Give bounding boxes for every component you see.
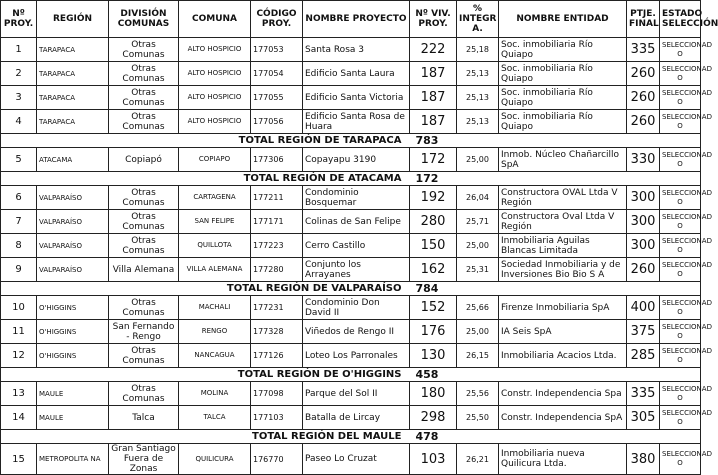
region-total-value: 478: [410, 430, 701, 444]
table-row: [1, 258, 701, 282]
housing-count-cell: 180: [410, 382, 457, 406]
project-number: 14: [1, 406, 37, 430]
code-cell: 177280: [251, 258, 303, 282]
status-cell: SELECCIONAD O: [660, 38, 701, 62]
code-cell: 177126: [251, 344, 303, 368]
table-row: [1, 186, 701, 210]
status-cell: SELECCIONAD O: [660, 258, 701, 282]
housing-count-cell: 280: [410, 210, 457, 234]
header-pct: % INTEGR A.: [457, 1, 499, 38]
code-cell: 177053: [251, 38, 303, 62]
region-total-value: 784: [410, 282, 701, 296]
housing-count-cell: 130: [410, 344, 457, 368]
region-total-label: TOTAL REGIÓN DE VALPARAÍSO: [1, 282, 410, 296]
score-cell: 335: [627, 38, 660, 62]
status-cell: SELECCIONAD O: [660, 86, 701, 110]
header-entidad: NOMBRE ENTIDAD: [499, 1, 627, 38]
project-name-cell: Loteo Los Parronales: [303, 344, 410, 368]
housing-count-cell: 176: [410, 320, 457, 344]
project-name-cell: Edificio Santa Victoria: [303, 86, 410, 110]
project-number: 2: [1, 62, 37, 86]
entity-cell: Inmob. Núcleo Chañarcillo SpA: [499, 148, 627, 172]
table-body: [1, 38, 712, 475]
code-cell: 177171: [251, 210, 303, 234]
comuna-cell: TALCA: [179, 406, 251, 430]
region-total-label: TOTAL REGIÓN DEL MAULE: [1, 430, 410, 444]
entity-cell: Inmobiliaria Aguilas Blancas Limitada: [499, 234, 627, 258]
project-name-cell: Santa Rosa 3: [303, 38, 410, 62]
project-name-cell: Colinas de San Felipe: [303, 210, 410, 234]
code-cell: 177328: [251, 320, 303, 344]
project-name-cell: Paseo Lo Cruzat: [303, 444, 410, 475]
header-proyecto: NOMBRE PROYECTO: [303, 1, 410, 38]
score-cell: 260: [627, 86, 660, 110]
status-cell: SELECCIONAD O: [660, 296, 701, 320]
integration-pct-cell: 25,56: [457, 382, 499, 406]
comuna-cell: ALTO HOSPICIO: [179, 86, 251, 110]
region-cell: O'HIGGINS: [37, 344, 109, 368]
entity-cell: Inmobiliaria Acacios Ltda.: [499, 344, 627, 368]
header-codigo: CÓDIGO PROY.: [251, 1, 303, 38]
division-cell: Otras Comunas: [109, 296, 179, 320]
division-cell: Otras Comunas: [109, 86, 179, 110]
housing-count-cell: 103: [410, 444, 457, 475]
region-cell: TARAPACA: [37, 110, 109, 134]
table-row: [1, 320, 701, 344]
table-row: [1, 86, 701, 110]
status-cell: SELECCIONAD O: [660, 406, 701, 430]
region-total-row: [1, 134, 701, 148]
score-cell: 375: [627, 320, 660, 344]
score-cell: 300: [627, 186, 660, 210]
code-cell: 177103: [251, 406, 303, 430]
entity-cell: Firenze Inmobiliaria SpA: [499, 296, 627, 320]
code-cell: 177055: [251, 86, 303, 110]
code-cell: 177211: [251, 186, 303, 210]
score-cell: 400: [627, 296, 660, 320]
score-cell: 260: [627, 62, 660, 86]
score-cell: 380: [627, 444, 660, 475]
region-total-row: [1, 282, 701, 296]
integration-pct-cell: 25,13: [457, 110, 499, 134]
region-cell: O'HIGGINS: [37, 296, 109, 320]
project-number: 11: [1, 320, 37, 344]
comuna-cell: ALTO HOSPICIO: [179, 110, 251, 134]
region-total-row: [1, 172, 701, 186]
project-number: 4: [1, 110, 37, 134]
score-cell: 260: [627, 258, 660, 282]
housing-count-cell: 172: [410, 148, 457, 172]
project-name-cell: Cerro Castillo: [303, 234, 410, 258]
division-cell: San Fernando - Rengo: [109, 320, 179, 344]
region-cell: METROPOLITA NA: [37, 444, 109, 475]
region-cell: TARAPACA: [37, 86, 109, 110]
integration-pct-cell: 25,13: [457, 62, 499, 86]
division-cell: Copiapó: [109, 148, 179, 172]
division-cell: Otras Comunas: [109, 234, 179, 258]
region-cell: O'HIGGINS: [37, 320, 109, 344]
entity-cell: Sociedad Inmobiliaria y de Inversiones Bio Bio S A: [499, 258, 627, 282]
header-division: DIVISIÓN COMUNAS: [109, 1, 179, 38]
division-cell: Villa Alemana: [109, 258, 179, 282]
status-cell: SELECCIONAD O: [660, 382, 701, 406]
code-cell: 177306: [251, 148, 303, 172]
integration-pct-cell: 25,50: [457, 406, 499, 430]
integration-pct-cell: 25,13: [457, 86, 499, 110]
project-number: 13: [1, 382, 37, 406]
comuna-cell: QUILLOTA: [179, 234, 251, 258]
housing-count-cell: 187: [410, 62, 457, 86]
division-cell: Otras Comunas: [109, 210, 179, 234]
project-number: 10: [1, 296, 37, 320]
comuna-cell: COPIAPO: [179, 148, 251, 172]
header-viv: Nº VIV. PROY.: [410, 1, 457, 38]
region-total-value: 172: [410, 172, 701, 186]
region-total-row: [1, 368, 701, 382]
housing-count-cell: 192: [410, 186, 457, 210]
project-number: 1: [1, 38, 37, 62]
project-number: 12: [1, 344, 37, 368]
project-number: 8: [1, 234, 37, 258]
region-total-row: [1, 430, 701, 444]
status-cell: SELECCIONAD O: [660, 62, 701, 86]
entity-cell: Soc. inmobiliaria Río Quiapo: [499, 110, 627, 134]
table-row: [1, 210, 701, 234]
region-total-value: 783: [410, 134, 701, 148]
project-name-cell: Copayapu 3190: [303, 148, 410, 172]
table-row: [1, 344, 701, 368]
integration-pct-cell: 25,00: [457, 148, 499, 172]
integration-pct-cell: 25,00: [457, 320, 499, 344]
entity-cell: Inmobiliaria nueva Quilicura Ltda.: [499, 444, 627, 475]
header-ptje: PTJE. FINAL: [627, 1, 660, 38]
division-cell: Otras Comunas: [109, 344, 179, 368]
division-cell: Otras Comunas: [109, 382, 179, 406]
code-cell: 177223: [251, 234, 303, 258]
entity-cell: Constructora OVAL Ltda V Región: [499, 186, 627, 210]
project-name-cell: Edificio Santa Laura: [303, 62, 410, 86]
table-row: [1, 234, 701, 258]
project-name-cell: Parque del Sol II: [303, 382, 410, 406]
score-cell: 285: [627, 344, 660, 368]
comuna-cell: CARTAGENA: [179, 186, 251, 210]
project-name-cell: Viñedos de Rengo II: [303, 320, 410, 344]
code-cell: 176770: [251, 444, 303, 475]
status-cell: SELECCIONAD O: [660, 110, 701, 134]
division-cell: Gran Santiago Fuera de Zonas: [109, 444, 179, 475]
integration-pct-cell: 25,00: [457, 234, 499, 258]
table-row: [1, 444, 701, 475]
entity-cell: Soc. inmobiliaria Río Quiapo: [499, 86, 627, 110]
score-cell: 260: [627, 110, 660, 134]
status-cell: SELECCIONAD O: [660, 444, 701, 475]
comuna-cell: QUILICURA: [179, 444, 251, 475]
header-n-proy: Nº PROY.: [1, 1, 37, 38]
status-cell: SELECCIONAD O: [660, 234, 701, 258]
division-cell: Otras Comunas: [109, 186, 179, 210]
project-name-cell: Condominio Don David II: [303, 296, 410, 320]
region-cell: VALPARAÍSO: [37, 234, 109, 258]
code-cell: 177054: [251, 62, 303, 86]
housing-count-cell: 162: [410, 258, 457, 282]
integration-pct-cell: 25,66: [457, 296, 499, 320]
housing-count-cell: 150: [410, 234, 457, 258]
integration-pct-cell: 25,31: [457, 258, 499, 282]
comuna-cell: RENGO: [179, 320, 251, 344]
status-cell: SELECCIONAD O: [660, 320, 701, 344]
code-cell: 177231: [251, 296, 303, 320]
entity-cell: Constructora Oval Ltda V Región: [499, 210, 627, 234]
region-cell: ATACAMA: [37, 148, 109, 172]
table-row: [1, 296, 701, 320]
code-cell: 177056: [251, 110, 303, 134]
entity-cell: Constr. Independencia SpA: [499, 406, 627, 430]
header-estado: ESTADO SELECCIÓN: [660, 1, 701, 38]
region-cell: MAULE: [37, 382, 109, 406]
project-name-cell: Conjunto los Arrayanes: [303, 258, 410, 282]
header-region: REGIÓN: [37, 1, 109, 38]
status-cell: SELECCIONAD O: [660, 344, 701, 368]
region-cell: VALPARAÍSO: [37, 186, 109, 210]
housing-count-cell: 222: [410, 38, 457, 62]
housing-count-cell: 187: [410, 86, 457, 110]
table-row: [1, 148, 701, 172]
project-number: 15: [1, 444, 37, 475]
housing-count-cell: 152: [410, 296, 457, 320]
integration-pct-cell: 26,21: [457, 444, 499, 475]
entity-cell: Constr. Independencia Spa: [499, 382, 627, 406]
project-number: 3: [1, 86, 37, 110]
region-cell: TARAPACA: [37, 38, 109, 62]
region-cell: VALPARAÍSO: [37, 210, 109, 234]
project-number: 6: [1, 186, 37, 210]
housing-count-cell: 298: [410, 406, 457, 430]
table-row: [1, 62, 701, 86]
region-cell: VALPARAÍSO: [37, 258, 109, 282]
project-number: 7: [1, 210, 37, 234]
integration-pct-cell: 26,15: [457, 344, 499, 368]
integration-pct-cell: 25,18: [457, 38, 499, 62]
entity-cell: Soc. inmobiliaria Río Quiapo: [499, 38, 627, 62]
table-row: [1, 406, 701, 430]
region-cell: TARAPACA: [37, 62, 109, 86]
code-cell: 177098: [251, 382, 303, 406]
comuna-cell: MOLINA: [179, 382, 251, 406]
entity-cell: IA Seis SpA: [499, 320, 627, 344]
table-row: [1, 382, 701, 406]
division-cell: Otras Comunas: [109, 62, 179, 86]
housing-count-cell: 187: [410, 110, 457, 134]
status-cell: SELECCIONAD O: [660, 148, 701, 172]
comuna-cell: NANCAGUA: [179, 344, 251, 368]
integration-pct-cell: 26,04: [457, 186, 499, 210]
division-cell: Talca: [109, 406, 179, 430]
project-name-cell: Batalla de Lircay: [303, 406, 410, 430]
comuna-cell: SAN FELIPE: [179, 210, 251, 234]
comuna-cell: ALTO HOSPICIO: [179, 62, 251, 86]
header-comuna: COMUNA: [179, 1, 251, 38]
table-row: [1, 110, 701, 134]
comuna-cell: MACHALI: [179, 296, 251, 320]
status-cell: SELECCIONAD O: [660, 210, 701, 234]
division-cell: Otras Comunas: [109, 38, 179, 62]
status-cell: SELECCIONAD O: [660, 186, 701, 210]
region-total-value: 458: [410, 368, 701, 382]
score-cell: 330: [627, 148, 660, 172]
score-cell: 300: [627, 234, 660, 258]
project-number: 9: [1, 258, 37, 282]
region-total-label: TOTAL REGIÓN DE ATACAMA: [1, 172, 410, 186]
score-cell: 335: [627, 382, 660, 406]
project-name-cell: Edificio Santa Rosa de Huara: [303, 110, 410, 134]
comuna-cell: ALTO HOSPICIO: [179, 38, 251, 62]
project-name-cell: Condominio Bosquemar: [303, 186, 410, 210]
table-row: [1, 38, 701, 62]
score-cell: 305: [627, 406, 660, 430]
entity-cell: Soc. inmobiliaria Río Quiapo: [499, 62, 627, 86]
project-number: 5: [1, 148, 37, 172]
division-cell: Otras Comunas: [109, 110, 179, 134]
comuna-cell: VILLA ALEMANA: [179, 258, 251, 282]
header-row: [1, 1, 701, 38]
region-cell: MAULE: [37, 406, 109, 430]
integration-pct-cell: 25,71: [457, 210, 499, 234]
score-cell: 300: [627, 210, 660, 234]
region-total-label: TOTAL REGIÓN DE TARAPACA: [1, 134, 410, 148]
region-total-label: TOTAL REGIÓN DE O'HIGGINS: [1, 368, 410, 382]
